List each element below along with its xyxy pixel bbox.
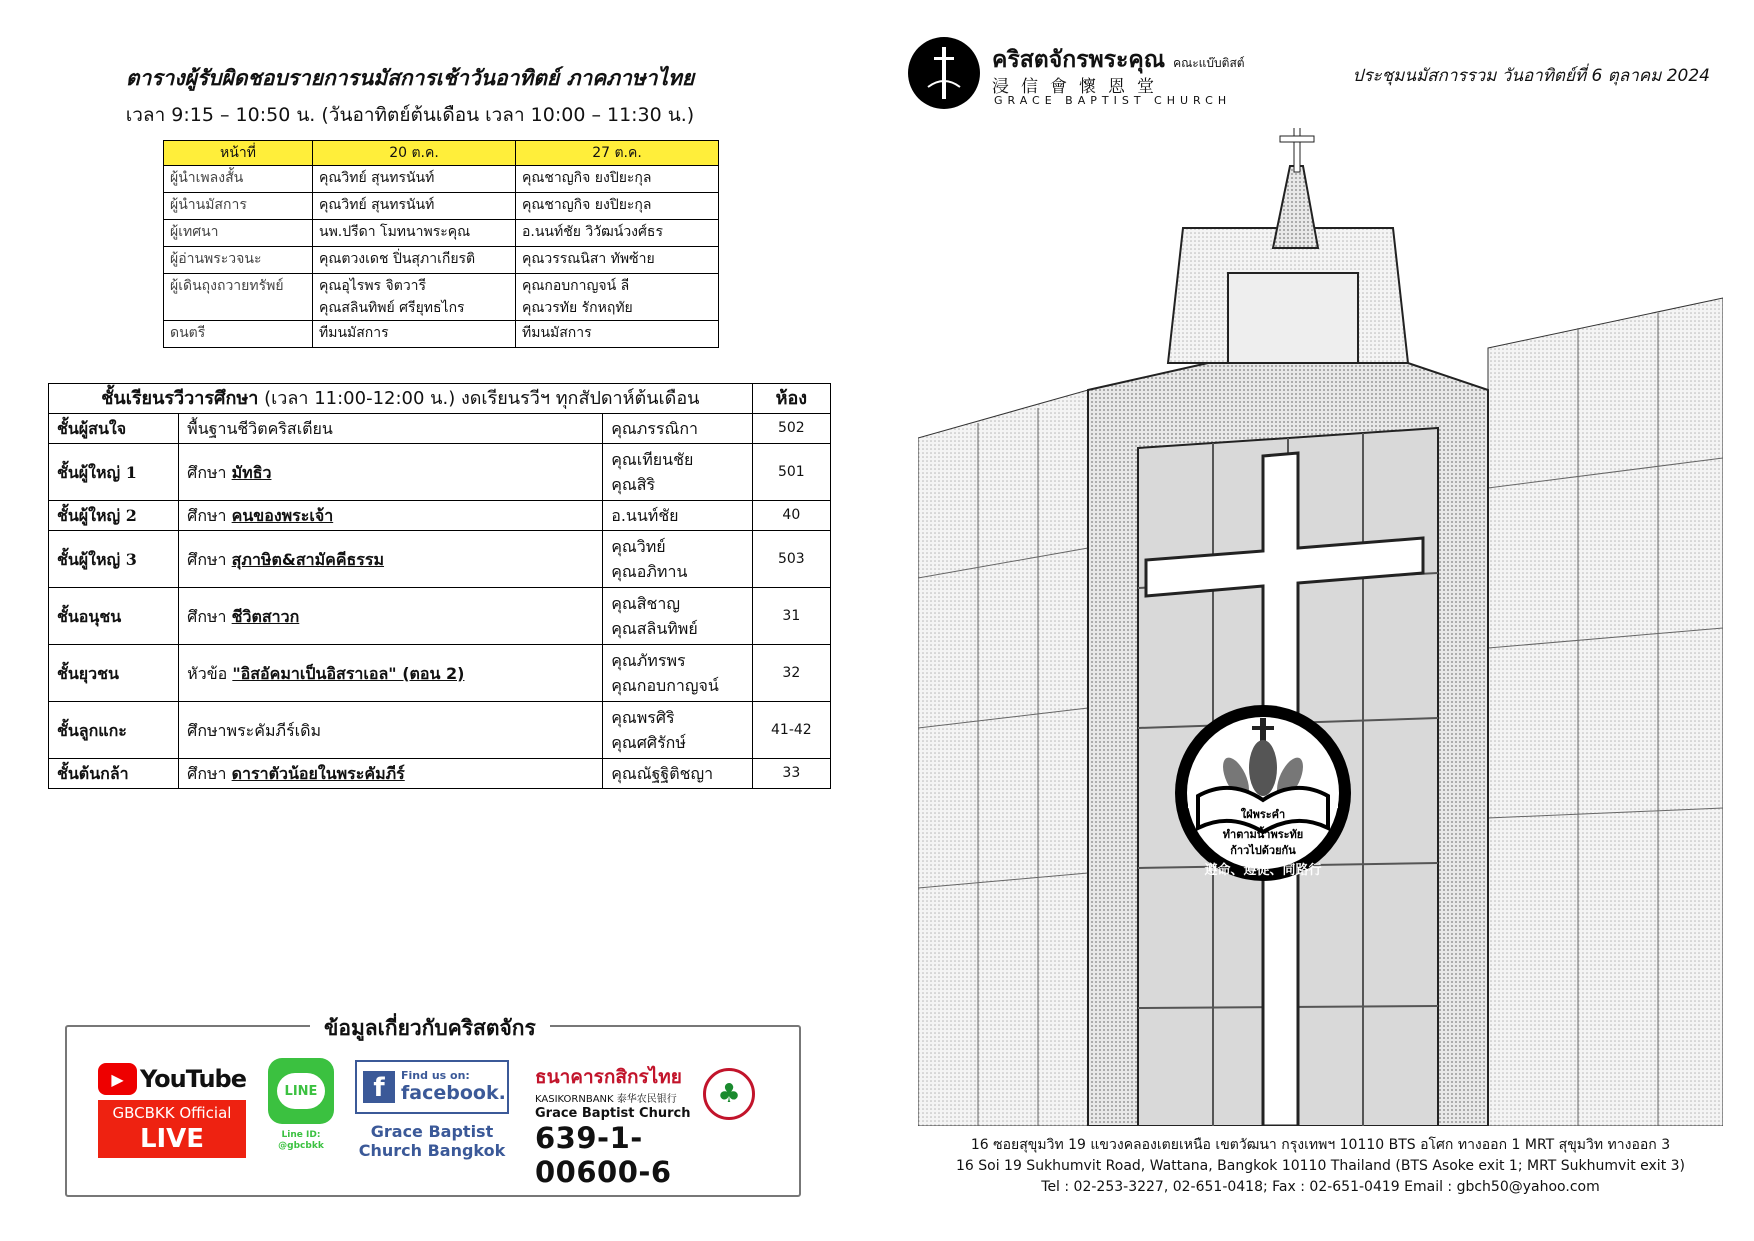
class-teacher bbox=[603, 501, 752, 531]
class-teacher-2: คุณสลินทิพย์ bbox=[611, 619, 698, 638]
roster-role: ผู้เทศนา bbox=[164, 220, 313, 247]
roster-row bbox=[164, 166, 719, 193]
class-name: ชั้นยุวชน bbox=[49, 645, 179, 702]
line-id-label: Line ID: bbox=[281, 1130, 321, 1140]
classes-header-row bbox=[49, 384, 831, 414]
facebook-icon: f bbox=[363, 1071, 395, 1103]
roster-cell: คุณวิทย์ สุนทรนันท์ bbox=[313, 193, 516, 220]
church-name-th-main: คริสตจักรพระคุณ bbox=[992, 47, 1166, 73]
class-room: 502 bbox=[752, 414, 830, 444]
class-row bbox=[49, 501, 831, 531]
class-room: 31 bbox=[752, 588, 830, 645]
emblem-line2: ทำตามน้ำพระทัย bbox=[1222, 828, 1304, 841]
class-teacher-1: คุณวิทย์ bbox=[611, 537, 666, 556]
church-address bbox=[918, 1135, 1723, 1198]
facebook-find: Find us on: bbox=[401, 1069, 470, 1082]
class-topic-prefix: ศึกษา bbox=[187, 462, 232, 482]
class-teacher bbox=[603, 759, 752, 789]
facebook-name-line2: Church Bangkok bbox=[358, 1141, 506, 1160]
class-row bbox=[49, 702, 831, 759]
class-teacher-1: คุณภรรณิกา bbox=[611, 419, 698, 438]
church-name-cn: 浸信會懷恩堂 bbox=[992, 77, 1166, 97]
class-topic bbox=[179, 501, 603, 531]
address-en: 16 Soi 19 Sukhumvit Road, Wattana, Bangkok 10110 Thailand (BTS Asoke exit 1; MRT Sukhumvit exit 3) bbox=[955, 1158, 1685, 1174]
youtube-live-box bbox=[98, 1100, 246, 1158]
roster-header-duty: หน้าที่ bbox=[164, 141, 313, 166]
info-title: ข้อมูลเกี่ยวกับคริสตจักร bbox=[310, 1012, 550, 1045]
bank-info bbox=[535, 1062, 755, 1189]
facebook-text bbox=[401, 1070, 506, 1104]
bank-name-th: ธนาคารกสิกรไทย bbox=[535, 1066, 682, 1088]
class-topic-title: มัทธิว bbox=[231, 462, 272, 482]
emblem-line4: 遵命、遵從、同路行 bbox=[1204, 863, 1322, 878]
church-logo-icon bbox=[908, 37, 980, 109]
class-topic bbox=[179, 414, 603, 444]
facebook-page-name bbox=[355, 1122, 509, 1160]
class-topic-prefix: ศึกษา bbox=[187, 764, 232, 783]
class-topic-prefix: ศึกษา bbox=[187, 549, 232, 569]
roster-subtitle: เวลา 9:15 – 10:50 น. (วันอาทิตย์ต้นเดือน เวลา 10:00 – 11:30 น.) bbox=[125, 104, 695, 126]
class-topic bbox=[179, 759, 603, 789]
church-name-th-sub: คณะแบ๊บติสต์ bbox=[1173, 56, 1245, 70]
class-row bbox=[49, 588, 831, 645]
class-topic-title: คนของพระเจ้า bbox=[231, 506, 334, 525]
roster-role: ผู้อ่านพระวจนะ bbox=[164, 247, 313, 274]
class-room: 32 bbox=[752, 645, 830, 702]
class-row bbox=[49, 645, 831, 702]
roster-cell: นพ.ปรีดา โมทนาพระคุณ bbox=[313, 220, 516, 247]
youtube-live: LIVE bbox=[139, 1124, 205, 1154]
line-badge[interactable] bbox=[268, 1058, 334, 1164]
class-teacher bbox=[603, 531, 752, 588]
classes-table bbox=[48, 383, 831, 789]
class-name: ชั้นอนุชน bbox=[49, 588, 179, 645]
class-teacher-1: คุณเทียนชัย bbox=[611, 450, 694, 469]
facebook-name-line1: Grace Baptist bbox=[370, 1122, 494, 1141]
roster-row bbox=[164, 247, 719, 274]
class-topic-title: "อิสอัคมาเป็นอิสราเอล" (ตอน 2) bbox=[232, 663, 465, 683]
roster-row bbox=[164, 274, 719, 321]
roster-cell: คุณวรรณนิสา ทัพซ้าย bbox=[516, 247, 719, 274]
class-teacher-2: คุณกอบกาญจน์ bbox=[611, 676, 719, 695]
class-teacher bbox=[603, 414, 752, 444]
class-row bbox=[49, 444, 831, 501]
class-topic bbox=[179, 645, 603, 702]
class-topic bbox=[179, 702, 603, 759]
roster-cell bbox=[313, 274, 516, 321]
classes-header-room: ห้อง bbox=[752, 384, 830, 414]
church-name-en: GRACE BAPTIST CHURCH bbox=[994, 94, 1232, 107]
meeting-date: ประชุมนมัสการรวม วันอาทิตย์ที่ 6 ตุลาคม 2024 bbox=[1352, 66, 1710, 86]
bank-account-name: Grace Baptist Church bbox=[535, 1106, 691, 1121]
class-name: ชั้นผู้ใหญ่ 3 bbox=[49, 531, 179, 588]
roster-header-row bbox=[164, 141, 719, 166]
roster-header-date2: 27 ต.ค. bbox=[516, 141, 719, 166]
youtube-wordmark: YouTube bbox=[139, 1065, 246, 1093]
line-id bbox=[268, 1130, 334, 1152]
class-room: 501 bbox=[752, 444, 830, 501]
class-name: ชั้นผู้ใหญ่ 2 bbox=[49, 501, 179, 531]
class-row bbox=[49, 759, 831, 789]
class-teacher-1: อ.นนท์ชัย bbox=[611, 506, 679, 525]
class-teacher bbox=[603, 444, 752, 501]
roster-cell: อ.นนท์ชัย วิวัฒน์วงศ์ธร bbox=[516, 220, 719, 247]
class-topic-prefix: ศึกษา bbox=[187, 606, 232, 626]
roster-role: ผู้นำเพลงสั้น bbox=[164, 166, 313, 193]
youtube-badge[interactable] bbox=[98, 1062, 246, 1158]
class-name: ชั้นต้นกล้า bbox=[49, 759, 179, 789]
emblem-line1: ใฝ่พระคำ bbox=[1240, 808, 1286, 821]
class-topic-prefix: ศึกษา bbox=[187, 506, 232, 525]
roster-table bbox=[163, 140, 719, 348]
class-teacher bbox=[603, 645, 752, 702]
roster-name: คุณอุไรพร จิตวารี bbox=[319, 278, 427, 294]
classes-header bbox=[49, 384, 753, 414]
facebook-box bbox=[355, 1060, 509, 1114]
class-teacher-1: คุณพรศิริ bbox=[611, 708, 675, 727]
roster-row bbox=[164, 321, 719, 348]
roster-cell: คุณชาญกิจ ยงปิยะกุล bbox=[516, 166, 719, 193]
emblem-line3: ก้าวไปด้วยกัน bbox=[1230, 844, 1296, 857]
class-teacher bbox=[603, 702, 752, 759]
bank-account-number[interactable]: 639-1-00600-6 bbox=[535, 1121, 672, 1189]
line-icon bbox=[268, 1058, 334, 1124]
roster-header-date1: 20 ต.ค. bbox=[313, 141, 516, 166]
cross-icon bbox=[908, 37, 980, 109]
class-topic-title: สุภาษิต&สามัคคีธรรม bbox=[231, 549, 385, 569]
class-topic bbox=[179, 588, 603, 645]
contact-line: Tel : 02-253-3227, 02-651-0418; Fax : 02-651-0419 Email : gbch50@yahoo.com bbox=[1041, 1179, 1600, 1195]
class-teacher-1: คุณภัทรพร bbox=[611, 651, 686, 670]
class-teacher-2: คุณสิริ bbox=[611, 475, 656, 494]
class-teacher-2: คุณศศิรักษ์ bbox=[611, 733, 686, 752]
roster-cell: คุณชาญกิจ ยงปิยะกุล bbox=[516, 193, 719, 220]
roster-role: ผู้นำนมัสการ bbox=[164, 193, 313, 220]
line-logo-text: LINE bbox=[277, 1073, 325, 1109]
bank-name-en: KASIKORNBANK 泰华农民银行 bbox=[535, 1094, 677, 1105]
address-th: 16 ซอยสุขุมวิท 19 แขวงคลองเตยเหนือ เขตวัฒนา กรุงเทพฯ 10110 BTS อโศก ทางออก 1 MRT สุขุมวิท ทางออก 3 bbox=[970, 1137, 1671, 1153]
class-topic bbox=[179, 531, 603, 588]
church-building-illustration bbox=[918, 128, 1723, 1126]
roster-role: ดนตรี bbox=[164, 321, 313, 348]
roster-cell: คุณวิทย์ สุนทรนันท์ bbox=[313, 166, 516, 193]
kasikorn-logo-icon: ♣ bbox=[703, 1068, 755, 1120]
class-topic-prefix: พื้นฐานชีวิตคริสเตียน bbox=[187, 419, 333, 438]
roster-row bbox=[164, 193, 719, 220]
class-row bbox=[49, 414, 831, 444]
class-name: ชั้นผู้ใหญ่ 1 bbox=[49, 444, 179, 501]
roster-title: ตารางผู้รับผิดชอบรายการนมัสการเช้าวันอาทิตย์ ภาคภาษาไทย bbox=[125, 66, 695, 90]
facebook-badge[interactable] bbox=[355, 1060, 509, 1188]
class-topic bbox=[179, 444, 603, 501]
class-room: 41-42 bbox=[752, 702, 830, 759]
roster-name: คุณกอบกาญจน์ ลี bbox=[522, 278, 630, 294]
class-room: 40 bbox=[752, 501, 830, 531]
roster-cell: ทีมนมัสการ bbox=[516, 321, 719, 348]
class-room: 503 bbox=[752, 531, 830, 588]
classes-header-bold: ชั้นเรียนรวีวารศึกษา bbox=[101, 388, 259, 409]
class-teacher-2: คุณอภิทาน bbox=[611, 562, 688, 581]
roster-cell: ทีมนมัสการ bbox=[313, 321, 516, 348]
class-topic-prefix: ศึกษาพระคัมภีร์เดิม bbox=[187, 720, 322, 740]
youtube-official: GBCBKK Official bbox=[112, 1104, 232, 1122]
roster-name: คุณสลินทิพย์ ศรียุทธไกร bbox=[319, 300, 465, 316]
roster-cell bbox=[516, 274, 719, 321]
class-name: ชั้นผู้สนใจ bbox=[49, 414, 179, 444]
class-room: 33 bbox=[752, 759, 830, 789]
class-topic-prefix: หัวข้อ bbox=[187, 663, 233, 683]
classes-header-rest: (เวลา 11:00-12:00 น.) งดเรียนรวีฯ ทุกสัปดาห์ต้นเดือน bbox=[258, 388, 700, 409]
church-emblem bbox=[1175, 705, 1351, 881]
roster-role: ผู้เดินถุงถวายทรัพย์ bbox=[164, 274, 313, 321]
roster-row bbox=[164, 220, 719, 247]
class-teacher bbox=[603, 588, 752, 645]
class-name: ชั้นลูกแกะ bbox=[49, 702, 179, 759]
class-teacher-1: คุณสิชาญ bbox=[611, 594, 680, 613]
class-row bbox=[49, 531, 831, 588]
class-teacher-1: คุณณัฐฐิติชญา bbox=[611, 764, 714, 783]
facebook-wordmark: facebook. bbox=[401, 1082, 506, 1104]
line-id-value: @gbcbkk bbox=[278, 1141, 324, 1151]
play-icon: ▶ bbox=[98, 1063, 137, 1095]
roster-cell: คุณตวงเดช ปิ่นสุภาเกียรติ bbox=[313, 247, 516, 274]
class-topic-title: ชีวิตสาวก bbox=[231, 606, 300, 626]
class-topic-title: ดาราตัวน้อยในพระคัมภีร์ bbox=[231, 764, 405, 783]
roster-name: คุณวรทัย รักหฤทัย bbox=[522, 300, 633, 316]
youtube-logo bbox=[98, 1062, 246, 1096]
